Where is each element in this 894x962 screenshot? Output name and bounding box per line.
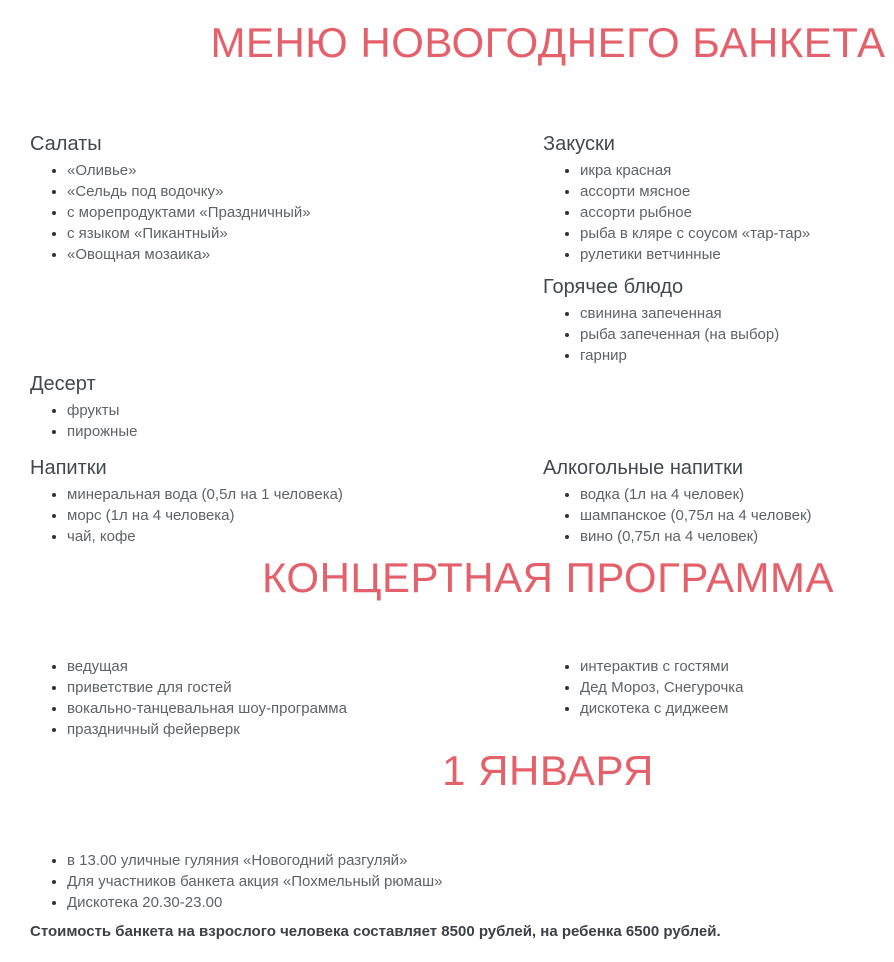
january-list [30, 850, 894, 913]
list-item: • «Сельдь под водочку» [67, 181, 543, 202]
list-item: • вино (0,75л на 4 человек) [580, 526, 894, 547]
list-item: • «Овощная мозаика» [67, 244, 543, 265]
list-item: • водка (1л на 4 человек) [580, 484, 894, 505]
list-item: • в 13.00 уличные гуляния «Новогодний разгуляй» [67, 850, 894, 871]
list-item: • ассорти рыбное [580, 202, 894, 223]
list-item: • чай, кофе [67, 526, 543, 547]
concert-right-list [543, 656, 894, 719]
section-drinks [30, 456, 543, 547]
list-item: • праздничный фейерверк [67, 719, 543, 740]
section-salads [30, 132, 543, 265]
list-item: • рыба запеченная (на выбор) [580, 324, 894, 345]
list-item: • ассорти мясное [580, 181, 894, 202]
list-item: • вокально-танцевальная шоу-программа [67, 698, 543, 719]
list-item: • с языком «Пикантный» [67, 223, 543, 244]
list-item: • дискотека с диджеем [580, 698, 894, 719]
concert-left-list [30, 656, 543, 740]
price-note: Стоимость банкета на взрослого человека составляет 8500 рублей, на ребенка 6500 рублей. [30, 923, 721, 940]
concert-right-column [543, 656, 894, 740]
list-item: • Дед Мороз, Снегурочка [580, 677, 894, 698]
alcohol-list [543, 484, 894, 547]
january-first-title: 1 ЯНВАРЯ [442, 747, 654, 794]
section-alcohol [543, 456, 894, 547]
dessert-list [30, 400, 543, 442]
appetizers-heading: Закуски [543, 133, 615, 155]
list-item: • «Оливье» [67, 160, 543, 181]
alcohol-heading: Алкогольные напитки [543, 457, 744, 479]
menu-left-column [30, 132, 543, 547]
list-item: • ведущая [67, 656, 543, 677]
dessert-heading: Десерт [30, 373, 96, 395]
concert-left-column [30, 656, 543, 740]
concert-section [30, 656, 894, 740]
list-item: • пирожные [67, 421, 543, 442]
menu-right-column [543, 132, 894, 547]
list-item: • рулетики ветчинные [580, 244, 894, 265]
list-item: • приветствие для гостей [67, 677, 543, 698]
section-dessert [30, 372, 543, 442]
hot-dish-list [543, 303, 894, 366]
concert-program-title: КОНЦЕРТНАЯ ПРОГРАММА [261, 554, 835, 601]
menu-section [30, 132, 894, 547]
hot-dish-heading: Горячее блюдо [543, 276, 684, 298]
list-item: • рыба в кляре с соусом «тар-тар» [580, 223, 894, 244]
list-item: • с морепродуктами «Праздничный» [67, 202, 543, 223]
list-item: • Для участников банкета акция «Похмельный рюмаш» [67, 871, 894, 892]
section-hot-dish [543, 275, 894, 366]
list-item: • свинина запеченная [580, 303, 894, 324]
list-item: • морс (1л на 4 человека) [67, 505, 543, 526]
salads-heading: Салаты [30, 133, 102, 155]
january-section [30, 850, 894, 913]
list-item: • Дискотека 20.30-23.00 [67, 892, 894, 913]
list-item: • шампанское (0,75л на 4 человек) [580, 505, 894, 526]
list-item: • минеральная вода (0,5л на 1 человека) [67, 484, 543, 505]
page-title: МЕНЮ НОВОГОДНЕГО БАНКЕТА [210, 19, 886, 66]
appetizers-list [543, 160, 894, 265]
list-item: • гарнир [580, 345, 894, 366]
section-appetizers [543, 132, 894, 265]
drinks-heading: Напитки [30, 457, 107, 479]
salads-list [30, 160, 543, 265]
list-item: • интерактив с гостями [580, 656, 894, 677]
drinks-list [30, 484, 543, 547]
list-item: • икра красная [580, 160, 894, 181]
list-item: • фрукты [67, 400, 543, 421]
